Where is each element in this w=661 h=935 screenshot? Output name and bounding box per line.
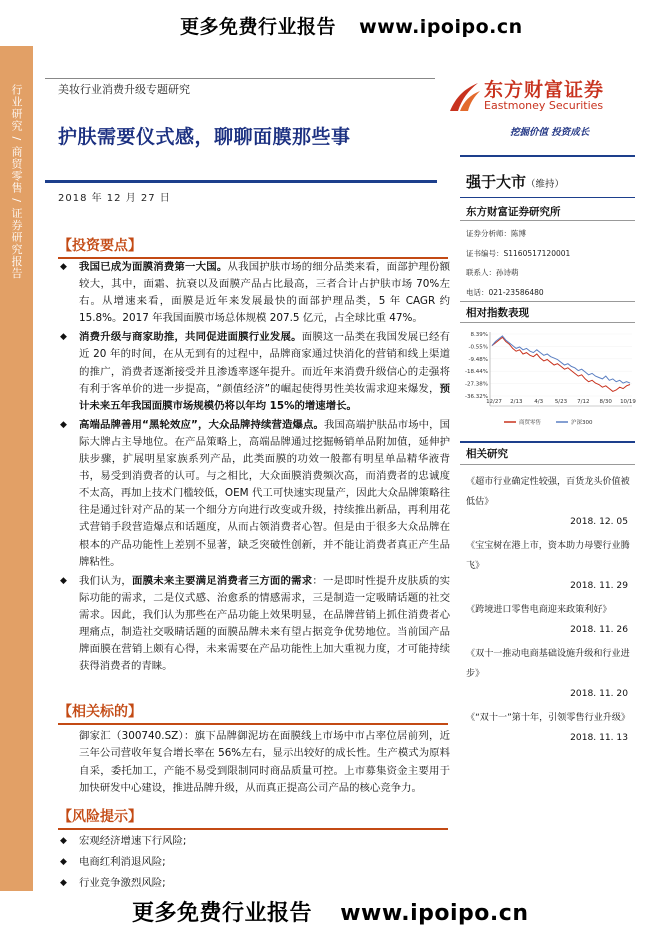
contact: 联系人：孙诗萌	[466, 268, 519, 277]
rating-status: （维持）	[526, 179, 565, 190]
logo-mark-icon	[446, 77, 482, 115]
x-tick-label: 7/12	[577, 399, 590, 405]
chart-head-rule	[460, 322, 635, 323]
brand-logo	[446, 77, 482, 119]
related-date: 2018. 11. 26	[570, 625, 628, 635]
brand-name-cn: 东方财富证券	[484, 79, 605, 101]
highlight-text: ：一是即时性提升皮肤质的实际功能的需求，二是仪式感、治愈系的情感需求，三是制造一定吸睛话题的社交需求。因此，我们认为那些在产品功能上效果明显，在品牌营销上抓住消费者心理痛点，制造社交吸睛话题的面膜品牌未来有望占据竞争优势地位。当前国产品牌面膜在营销上颇有心得，未来需要在产品功能性上加大重视力度，才可能持续获得消费者的青睐。	[79, 574, 451, 673]
bullet-diamond-icon: ◆	[60, 575, 67, 586]
bullet-diamond-icon: ◆	[60, 857, 67, 867]
report-title: 护肤需要仪式感，聊聊面膜那些事	[58, 126, 351, 148]
phone: 电话：021-23586480	[466, 287, 544, 297]
related-list	[466, 472, 634, 752]
institute-rule	[460, 220, 635, 221]
highlight-item	[58, 417, 450, 571]
related-head-rule	[460, 464, 635, 465]
related-item[interactable]	[466, 708, 634, 748]
related-date: 2018. 11. 20	[570, 689, 628, 699]
highlight-lead: 消费升级与商家助推，共同促进面膜行业发展。	[79, 331, 302, 344]
institute-info	[466, 224, 570, 302]
legend-label: 沪深300	[571, 420, 593, 426]
related-title[interactable]: 《超市行业确定性较强，百货龙头价值被低估》	[466, 477, 630, 507]
institute-name: 东方财富证券研究所	[466, 206, 561, 218]
highlight-pre: 我们认为，	[79, 574, 133, 587]
report-category: 美妆行业消费升级专题研究	[58, 83, 190, 96]
highlight-text: 从我国护肤市场的细分品类来看，面部护理份额较大，其中，面霜、抗衰以及面膜产品占比最高，三者合计占护肤市场 70%左右。从增速来看，面膜是近年来发展最快的面部护理品类，5 年 CAGR 约 15.8%。2017 年我国面膜市场总体规模 207.5 亿元，占全球比重 47%。	[79, 261, 451, 325]
header-rule	[45, 78, 435, 79]
related-top-rule	[460, 441, 635, 443]
highlights-title: 【投资要点】	[58, 238, 142, 254]
highlight-lead: 我国已成为面膜消费第一大国。	[79, 261, 228, 273]
highlight-text: 我国高端护肤品市场中，国际大牌占主导地位。在产品策略上，高端品牌通过挖掘畅销单品附加值，延伸护肤步骤，扩展明星家族系列产品，此类面膜的功效一般都有明星单品精华液背书，易受到消费者的认可。与之相比，大众面膜消费频次高，而消费者的忠诚度不太高，再加上技术门槛较低，OEM 代工可快速实现量产，因此大众品牌策略往往是通过针对产品的某一个细分方向进行改变或升级，持续推出新品，再利用花式营销手段营造爆点和话题度，从而占领消费者心智。但是由于很多大众品牌在根本的产品功能性上差别不显著，缺乏突破性创新，并不能让消费者真正产生品牌粘性。	[79, 418, 451, 568]
highlight-lead: 高端品牌善用“黑轮效应”，大众品牌持续营造爆点。	[79, 418, 325, 431]
x-tick-label: 5/23	[554, 399, 568, 405]
rating	[466, 171, 564, 192]
x-tick-label: 12/27	[486, 399, 502, 405]
highlight-text: 面膜这一品类在我国发展已经有近 20 年的时间，在从无到有的过程中，品牌商家通过快消化的营销和线上渠道的推广，消费者逐渐接受并且渗透率逐年提升。而近年来消费升级信心的走强将有利于客单价的进一步提高，“颜值经济”的崛起使得男性美妆需求迎来爆发，	[79, 331, 451, 395]
related-title[interactable]: 《双十一推动电商基础设施升级和行业进步》	[466, 649, 630, 679]
title-rule	[45, 180, 437, 183]
risk-text: 电商红利消退风险;	[79, 856, 166, 868]
related-item[interactable]	[466, 536, 634, 596]
watermark-label: 更多免费行业报告	[132, 901, 313, 926]
highlights-list	[58, 259, 450, 677]
rating-label: 强于大市	[466, 173, 527, 191]
related-item[interactable]	[466, 600, 634, 640]
analyst: 证券分析师：陈博	[466, 229, 526, 238]
targets-heading	[58, 701, 448, 725]
rating-bottom-rule	[460, 197, 635, 198]
bullet-diamond-icon: ◆	[60, 332, 67, 343]
related-item[interactable]	[466, 472, 634, 532]
series-line	[492, 336, 630, 383]
watermark-label: 更多免费行业报告	[180, 16, 337, 38]
watermark-url[interactable]: www.ipoipo.cn	[340, 901, 529, 926]
risk-list	[58, 831, 450, 894]
highlights-heading	[58, 235, 448, 259]
risk-text: 行业竞争激烈风险;	[79, 877, 166, 889]
watermark-bottom	[132, 896, 528, 927]
y-tick-label: 8.39%	[470, 332, 488, 338]
rating-top-rule	[460, 155, 635, 157]
chart-heading: 相对指数表现	[466, 307, 529, 319]
highlight-item	[58, 259, 450, 327]
watermark-top	[180, 12, 523, 39]
sidebar-text: 行业研究 / 商贸零售 / 证券研究报告	[10, 84, 23, 280]
report-date: 2018 年 12 月 27 日	[58, 193, 171, 204]
risk-item	[58, 852, 450, 873]
y-tick-label: -9.48%	[468, 356, 488, 363]
related-item[interactable]	[466, 644, 634, 704]
related-date: 2018. 11. 13	[570, 733, 628, 743]
y-tick-label: -27.38%	[465, 381, 488, 388]
related-date: 2018. 12. 05	[570, 517, 628, 527]
x-tick-label: 8/30	[599, 399, 612, 405]
risk-item	[58, 873, 450, 894]
brand-name-en: Eastmoney Securities	[484, 99, 604, 112]
related-title[interactable]: 《“双十一”第十年，引领零售行业升级》	[466, 713, 631, 723]
x-tick-label: 10/19	[620, 399, 636, 405]
related-heading: 相关研究	[466, 448, 508, 460]
y-tick-label: -18.44%	[465, 369, 488, 376]
bullet-diamond-icon: ◆	[60, 262, 67, 272]
chart-top-rule	[460, 301, 635, 302]
watermark-url[interactable]: www.ipoipo.cn	[359, 16, 523, 38]
risk-item	[58, 831, 450, 852]
highlight-lead: 面膜未来主要满足消费者三方面的需求	[132, 574, 313, 587]
related-title[interactable]: 《宝宝树在港上市，资本助力母婴行业腾飞》	[466, 541, 630, 571]
brand-slogan: 挖掘价值 投资成长	[510, 127, 590, 138]
bullet-diamond-icon: ◆	[60, 419, 67, 430]
cert-number: 证书编号：S1160517120001	[466, 248, 571, 258]
risk-text: 宏观经济增速下行风险;	[79, 835, 187, 847]
related-date: 2018. 11. 29	[570, 581, 628, 591]
bullet-diamond-icon: ◆	[60, 878, 67, 888]
risks-heading	[58, 806, 448, 830]
x-tick-label: 4/3	[534, 399, 544, 405]
highlight-item	[58, 329, 450, 414]
legend-label: 商贸零售	[519, 420, 542, 426]
highlight-tail: 预计未来五年我国面膜市场规模仍将以年均 15%的增速增长。	[79, 382, 450, 412]
relative-index-chart	[460, 326, 636, 436]
y-tick-label: -36.32%	[465, 394, 488, 400]
y-tick-label: -0.55%	[468, 344, 488, 351]
targets-title: 【相关标的】	[58, 704, 142, 720]
target-paragraph: 御家汇（300740.SZ）：旗下品牌御泥坊在面膜线上市场中市占率位居前列，近三年公司营收年复合增长率在 56%左右，显示出较好的成长性。生产模式为原料自采，委托加工，产能不易受到限制同时商品质量可控。上市募集资金主要用于加快研发中心建设，推进品牌升级，从而真正提高公司产品的核心竞争力。	[79, 730, 450, 795]
bullet-diamond-icon: ◆	[60, 836, 67, 846]
related-title[interactable]: 《跨境进口零售电商迎来政策利好》	[466, 605, 612, 615]
x-tick-label: 2/13	[510, 399, 523, 405]
risks-title: 【风险提示】	[58, 809, 142, 825]
highlight-item	[58, 573, 450, 676]
